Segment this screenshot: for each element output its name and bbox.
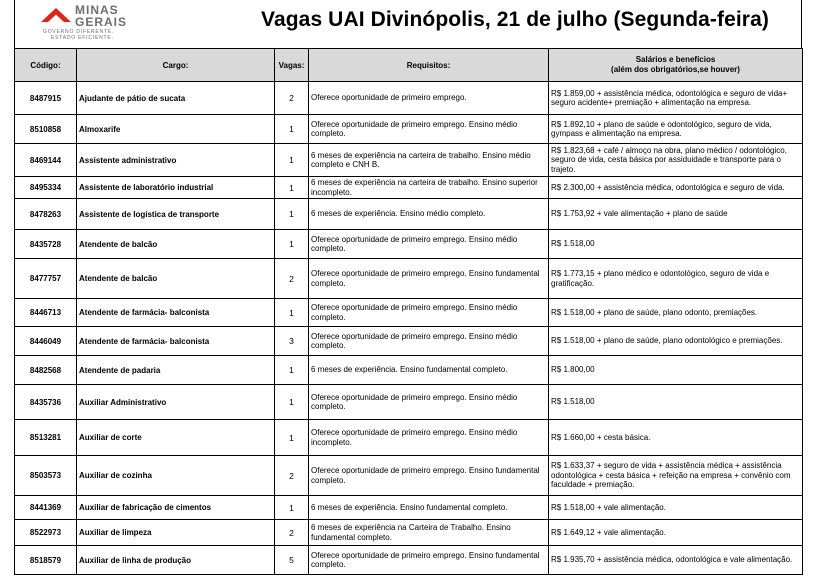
cell-cargo: Assistente de laboratório industrial <box>77 177 275 199</box>
cell-cargo: Ajudante de pátio de sucata <box>77 82 275 115</box>
cell-vagas: 1 <box>275 177 309 199</box>
cell-codigo: 8513281 <box>15 420 77 456</box>
cell-codigo: 8477757 <box>15 259 77 299</box>
logo-tagline-line2: ESTADO EFICIENTE. <box>51 35 114 41</box>
cell-salario: R$ 1.773,15 + plano médico e odontológico, seguro de vida e gratificação. <box>549 259 803 299</box>
cell-salario: R$ 1.660,00 + cesta básica. <box>549 420 803 456</box>
cell-salario: R$ 1.800,00 <box>549 356 803 385</box>
cell-requisitos: Oferece oportunidade de primeiro emprego. Ensino fundamental completo. <box>309 456 549 496</box>
cell-requisitos: Oferece oportunidade de primeiro emprego. Ensino fundamental completo. <box>309 259 549 299</box>
header-salarios-line1: Salários e benefícios <box>635 55 716 64</box>
table-row <box>15 230 803 259</box>
cell-salario: R$ 1.518,00 <box>549 385 803 420</box>
header-salarios-line2: (além dos obrigatórios,se houver) <box>611 65 740 74</box>
cell-requisitos: Oferece oportunidade de primeiro emprego. <box>309 82 549 115</box>
table-body <box>15 82 803 575</box>
cell-codigo: 8482568 <box>15 356 77 385</box>
cell-vagas: 3 <box>275 327 309 356</box>
cell-codigo: 8503573 <box>15 456 77 496</box>
cell-vagas: 2 <box>275 259 309 299</box>
cell-salario: R$ 1.649,12 + vale alimentação. <box>549 520 803 546</box>
cell-salario: R$ 1.518,00 + vale alimentação. <box>549 496 803 520</box>
cell-requisitos: 6 meses de experiência na carteira de trabalho. Ensino superior incompleto. <box>309 177 549 199</box>
cell-salario: R$ 1.935,70 + assistência médica, odontológica e vale alimentação. <box>549 546 803 575</box>
cell-codigo: 8446713 <box>15 299 77 327</box>
table-row <box>15 199 803 230</box>
cell-salario: R$ 1.518,00 <box>549 230 803 259</box>
cell-vagas: 2 <box>275 456 309 496</box>
cell-salario: R$ 1.518,00 + plano de saúde, plano odontológico e premiações. <box>549 327 803 356</box>
table-row <box>15 546 803 575</box>
header-cargo: Cargo: <box>77 49 275 82</box>
table-row <box>15 327 803 356</box>
logo-brand-line2: GERAIS <box>75 15 128 29</box>
cell-salario: R$ 1.753,92 + vale alimentação + plano de saúde <box>549 199 803 230</box>
table-row <box>15 496 803 520</box>
cell-salario: R$ 1.892,10 + plano de saúde e odontológico, seguro de vida, gympass e alimentação na empresa. <box>549 115 803 144</box>
job-vacancies-table <box>14 48 803 575</box>
cell-requisitos: Oferece oportunidade de primeiro emprego. Ensino fundamental completo. <box>309 546 549 575</box>
cell-vagas: 2 <box>275 520 309 546</box>
page-title: Vagas UAI Divinópolis, 21 de julho (Segunda-feira) <box>261 8 769 31</box>
minas-gerais-logo <box>39 2 189 42</box>
cell-cargo: Atendente de balcão <box>77 259 275 299</box>
header-codigo: Código: <box>15 49 77 82</box>
cell-cargo: Auxiliar de limpeza <box>77 520 275 546</box>
logo-tagline-line1: GOVERNO DIFERENTE. <box>43 29 115 35</box>
cell-salario: R$ 2.300,00 + assistência médica, odontológica e seguro de vida. <box>549 177 803 199</box>
logo-brand-line1: MINAS <box>75 3 119 17</box>
cell-requisitos: 6 meses de experiência. Ensino fundamental completo. <box>309 496 549 520</box>
cell-requisitos: Oferece oportunidade de primeiro emprego. Ensino médio completo. <box>309 299 549 327</box>
table-row <box>15 385 803 420</box>
cell-cargo: Almoxarife <box>77 115 275 144</box>
cell-requisitos: 6 meses de experiência na Carteira de Trabalho. Ensino fundamental completo. <box>309 520 549 546</box>
cell-cargo: Atendente de farmácia- balconista <box>77 327 275 356</box>
header-vagas: Vagas: <box>275 49 309 82</box>
cell-codigo: 8510858 <box>15 115 77 144</box>
cell-salario: R$ 1.859,00 + assistência médica, odontológica e seguro de vida+ seguro acidente+ premiação + alimentação na empresa. <box>549 82 803 115</box>
table-row <box>15 82 803 115</box>
cell-requisitos: Oferece oportunidade de primeiro emprego. Ensino médio completo. <box>309 385 549 420</box>
cell-requisitos: Oferece oportunidade de primeiro emprego. Ensino médio incompleto. <box>309 420 549 456</box>
cell-vagas: 1 <box>275 230 309 259</box>
cell-requisitos: 6 meses de experiência na carteira de trabalho. Ensino médio completo e CNH B. <box>309 144 549 177</box>
cell-cargo: Assistente administrativo <box>77 144 275 177</box>
cell-vagas: 1 <box>275 356 309 385</box>
table-row <box>15 356 803 385</box>
cell-vagas: 1 <box>275 420 309 456</box>
cell-salario: R$ 1.823,68 + café / almoço na obra, plano médico / odontológico, seguro de vida, cesta básica por assiduidade e transporte para o trajeto. <box>549 144 803 177</box>
cell-codigo: 8487915 <box>15 82 77 115</box>
header-salarios <box>549 49 803 82</box>
cell-vagas: 1 <box>275 385 309 420</box>
cell-requisitos: 6 meses de experiência. Ensino médio completo. <box>309 199 549 230</box>
cell-requisitos: Oferece oportunidade de primeiro emprego. Ensino médio completo. <box>309 115 549 144</box>
cell-vagas: 1 <box>275 299 309 327</box>
table-row <box>15 456 803 496</box>
cell-codigo: 8435736 <box>15 385 77 420</box>
cell-codigo: 8446049 <box>15 327 77 356</box>
cell-codigo: 8469144 <box>15 144 77 177</box>
cell-cargo: Atendente de farmácia- balconista <box>77 299 275 327</box>
cell-cargo: Assistente de logística de transporte <box>77 199 275 230</box>
cell-salario: R$ 1.633,37 + seguro de vida + assistência médica + assistência odontológica + cesta básica + refeição na empresa + convênio com faculdade + premiação. <box>549 456 803 496</box>
cell-vagas: 1 <box>275 199 309 230</box>
cell-codigo: 8522973 <box>15 520 77 546</box>
cell-codigo: 8441369 <box>15 496 77 520</box>
table-row <box>15 259 803 299</box>
cell-vagas: 5 <box>275 546 309 575</box>
table-row <box>15 177 803 199</box>
cell-codigo: 8478263 <box>15 199 77 230</box>
cell-vagas: 1 <box>275 144 309 177</box>
cell-vagas: 1 <box>275 115 309 144</box>
table-row <box>15 115 803 144</box>
header-requisitos: Requisitos: <box>309 49 549 82</box>
cell-cargo: Auxiliar de cozinha <box>77 456 275 496</box>
cell-requisitos: Oferece oportunidade de primeiro emprego. Ensino médio completo. <box>309 327 549 356</box>
cell-salario: R$ 1.518,00 + plano de saúde, plano odonto, premiações. <box>549 299 803 327</box>
table-header-row <box>15 49 803 82</box>
cell-codigo: 8518579 <box>15 546 77 575</box>
cell-cargo: Atendente de padaria <box>77 356 275 385</box>
table-row <box>15 420 803 456</box>
cell-cargo: Auxiliar de fabricação de cimentos <box>77 496 275 520</box>
cell-vagas: 2 <box>275 82 309 115</box>
table-row <box>15 299 803 327</box>
cell-requisitos: 6 meses de experiência. Ensino fundamental completo. <box>309 356 549 385</box>
cell-cargo: Auxiliar Administrativo <box>77 385 275 420</box>
table-row <box>15 520 803 546</box>
cell-cargo: Auxiliar de corte <box>77 420 275 456</box>
table-row <box>15 144 803 177</box>
cell-cargo: Auxiliar de linha de produção <box>77 546 275 575</box>
document-header <box>14 0 802 48</box>
cell-requisitos: Oferece oportunidade de primeiro emprego. Ensino médio completo. <box>309 230 549 259</box>
cell-vagas: 1 <box>275 496 309 520</box>
cell-cargo: Atendente de balcão <box>77 230 275 259</box>
cell-codigo: 8435728 <box>15 230 77 259</box>
cell-codigo: 8495334 <box>15 177 77 199</box>
